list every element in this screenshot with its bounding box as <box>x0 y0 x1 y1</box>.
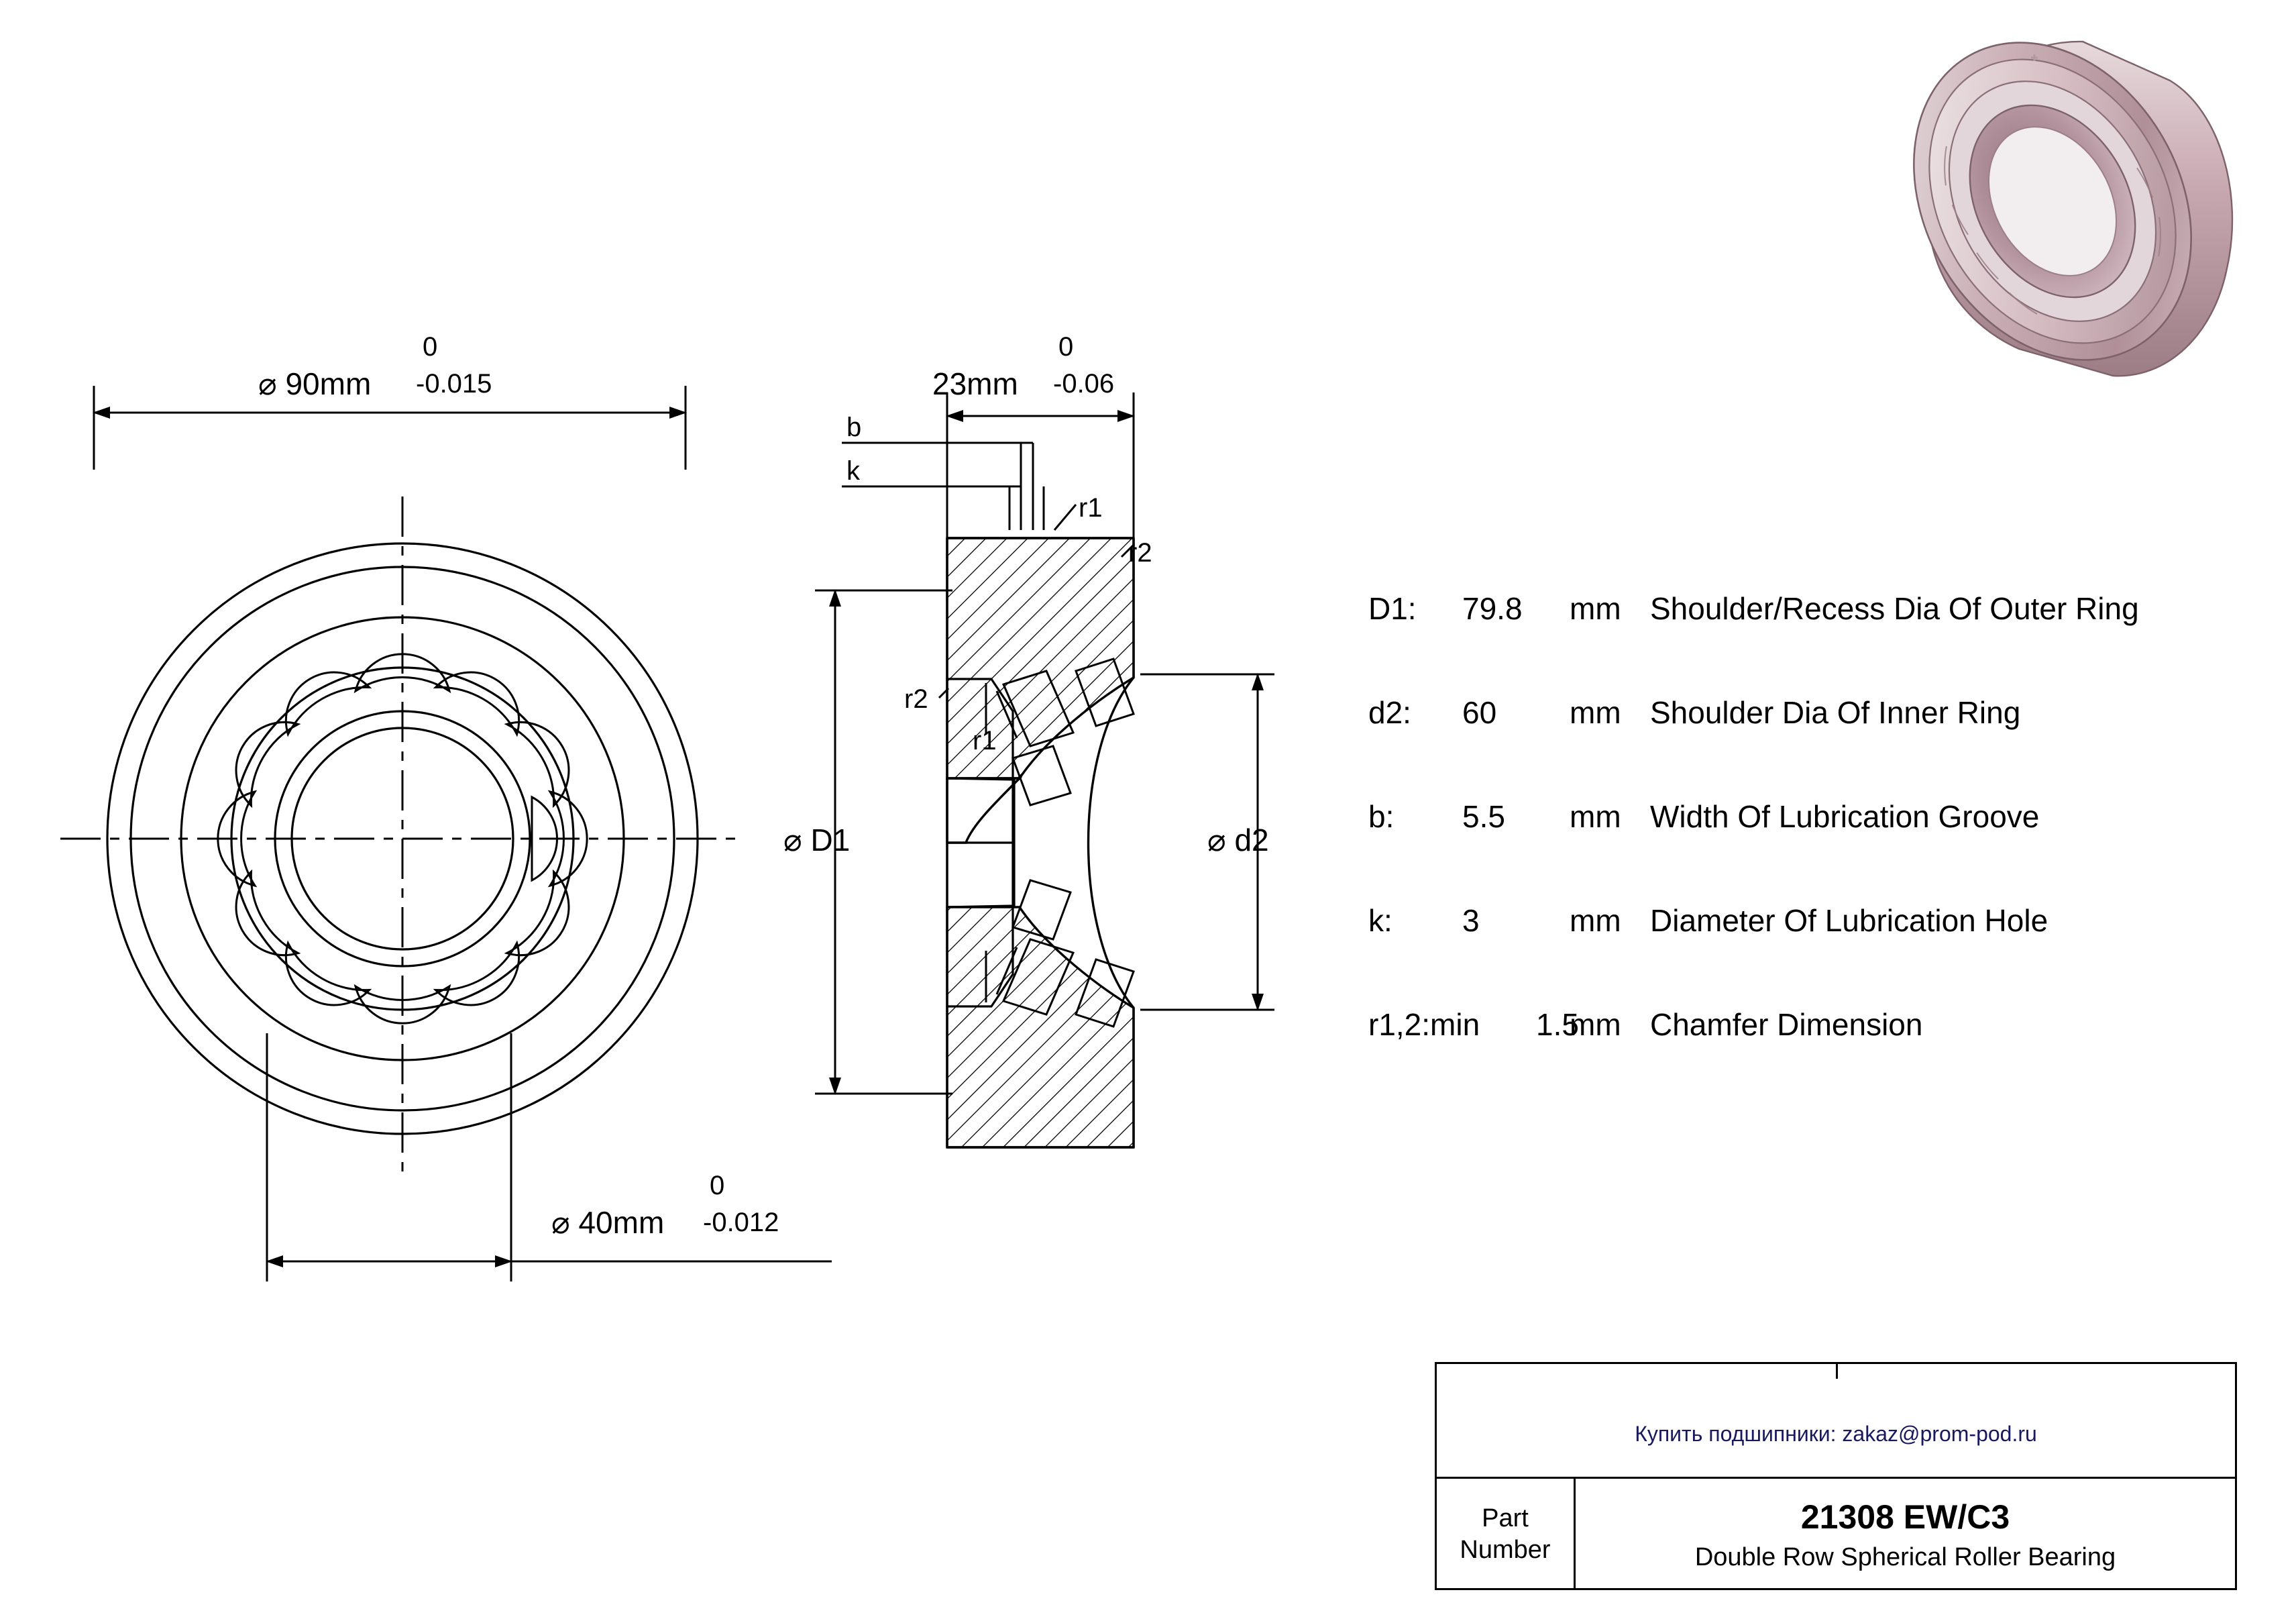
spec-value: 3 <box>1462 903 1480 938</box>
width-dimension <box>947 392 1134 540</box>
leader-label-b: b <box>846 413 862 442</box>
spec-symbol: r1,2:min <box>1368 1007 1480 1042</box>
leader-label-r1-top: r1 <box>1079 493 1103 523</box>
spec-value: 1.5 <box>1536 1007 1579 1042</box>
spec-unit: mm <box>1570 591 1621 626</box>
spec-value: 79.8 <box>1462 591 1523 626</box>
part-number: 21308 EW/C3 <box>1800 1498 2010 1536</box>
D1-dimension-label: ⌀ D1 <box>783 823 851 857</box>
outer-dia-tolerance-top: 0 <box>423 332 438 362</box>
spec-symbol: k: <box>1368 903 1392 938</box>
title-block-tick <box>1836 1364 1838 1379</box>
width-label: 23mm <box>932 366 1018 401</box>
section-view <box>947 538 1134 1147</box>
part-number-value <box>1576 1479 2235 1590</box>
leader-label-r2-top: r2 <box>1128 538 1152 568</box>
part-number-label <box>1437 1479 1576 1590</box>
bore-dia-label: ⌀ 40mm <box>551 1205 665 1240</box>
spec-row-D1 <box>1368 590 2254 694</box>
title-block <box>1435 1362 2237 1590</box>
spec-unit: mm <box>1570 799 1621 834</box>
leader-label-r2-left: r2 <box>904 684 928 714</box>
spec-symbol: d2: <box>1368 695 1411 730</box>
spec-row-k <box>1368 902 2254 1006</box>
title-block-body <box>1437 1479 2235 1590</box>
spec-symbol: b: <box>1368 799 1395 834</box>
bore-dia-tolerance-top: 0 <box>710 1171 725 1200</box>
vendor-contact-text: Купить подшипники: zakaz@prom-pod.ru <box>1635 1422 2037 1446</box>
specification-list <box>1368 590 2254 1110</box>
spec-value: 60 <box>1462 695 1497 730</box>
outer-diameter-dimension <box>94 386 686 470</box>
isometric-bearing <box>1858 0 2246 411</box>
leader-label-r1-left: r1 <box>973 726 997 755</box>
part-description: Double Row Spherical Roller Bearing <box>1694 1542 2116 1571</box>
title-block-header <box>1437 1364 2235 1479</box>
part-number-label-line1: Part <box>1482 1504 1529 1532</box>
spec-unit: mm <box>1570 1007 1621 1042</box>
spec-description: Chamfer Dimension <box>1650 1007 1923 1042</box>
spec-value: 5.5 <box>1462 799 1505 834</box>
centre-lines <box>60 496 745 1181</box>
spec-unit: mm <box>1570 695 1621 730</box>
d2-dimension-label: ⌀ d2 <box>1207 823 1269 857</box>
spec-symbol: D1: <box>1368 591 1417 626</box>
bore-diameter-dimension <box>267 1033 832 1281</box>
spec-unit: mm <box>1570 903 1621 938</box>
outer-dia-tolerance-bottom: -0.015 <box>416 369 492 399</box>
spec-description: Shoulder Dia Of Inner Ring <box>1650 695 2021 730</box>
b-k-leaders <box>842 443 1076 530</box>
leader-label-k: k <box>846 456 860 486</box>
spec-row-d2 <box>1368 694 2254 798</box>
spec-description: Diameter Of Lubrication Hole <box>1650 903 2048 938</box>
spec-description: Width Of Lubrication Groove <box>1650 799 2040 834</box>
width-tolerance-top: 0 <box>1058 332 1074 362</box>
outer-dia-label: ⌀ 90mm <box>258 366 372 401</box>
spec-row-chamfer <box>1368 1006 2254 1110</box>
front-view <box>60 496 745 1181</box>
width-tolerance-bottom: -0.06 <box>1053 369 1115 399</box>
spec-description: Shoulder/Recess Dia Of Outer Ring <box>1650 591 2139 626</box>
part-number-label-line2: Number <box>1460 1536 1551 1564</box>
bore-dia-tolerance-bottom: -0.012 <box>703 1208 779 1237</box>
spec-row-b <box>1368 798 2254 902</box>
